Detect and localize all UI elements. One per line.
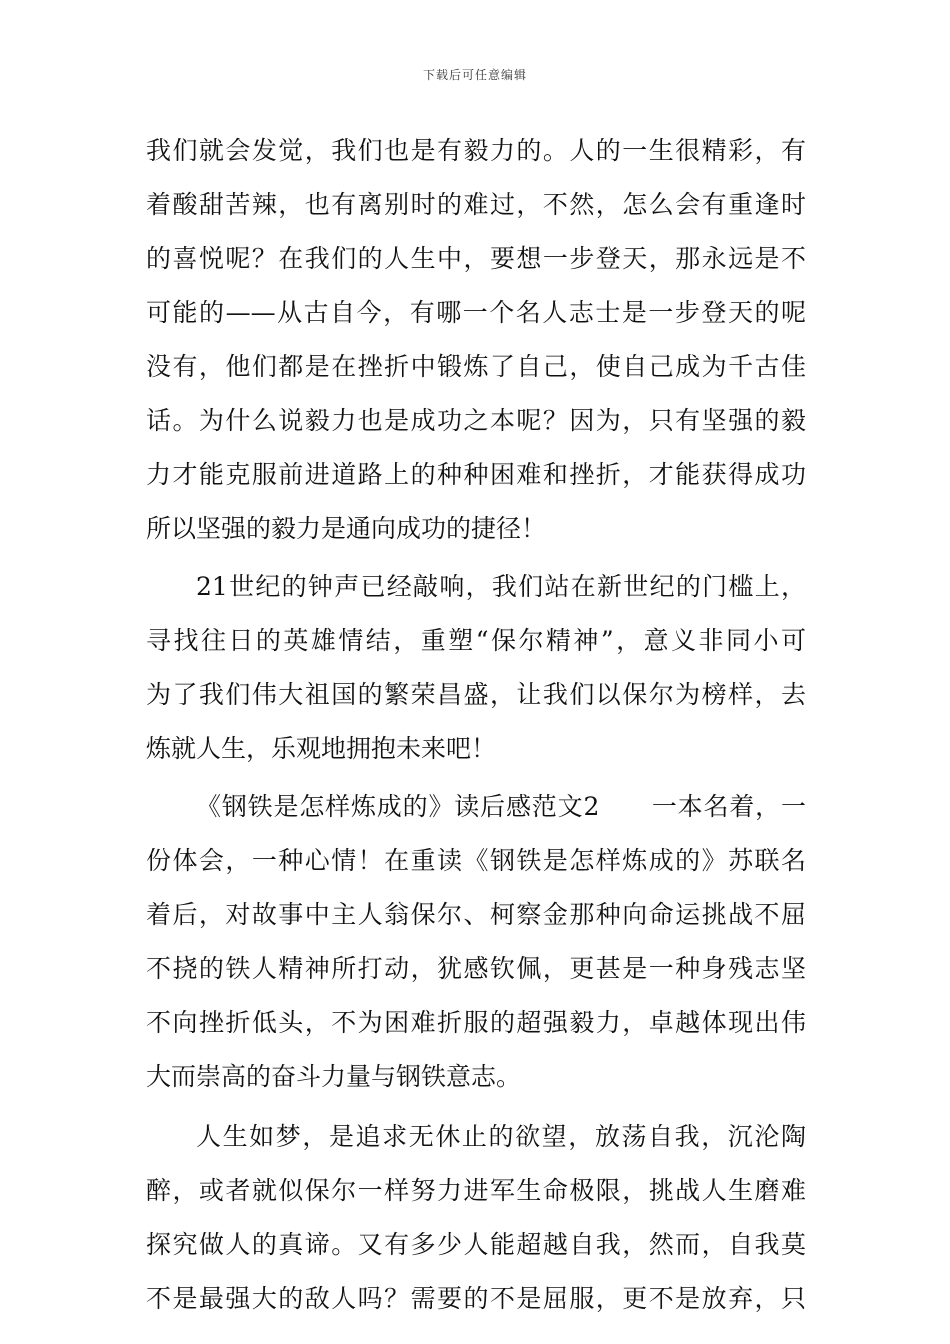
text-line: 人生如梦，是追求无休止的欲望，放荡自我，沉沦陶 bbox=[196, 1122, 806, 1151]
text-line: 不挠的铁人精神所打动，犹感钦佩，更甚是一种身残志坚 bbox=[146, 954, 806, 983]
text-line: 我们就会发觉，我们也是有毅力的。人的一生很精彩，有 bbox=[146, 136, 806, 165]
text-line: 力才能克服前进道路上的种种困难和挫折，才能获得成功 bbox=[146, 460, 806, 489]
text-line: 话。为什么说毅力也是成功之本呢？因为，只有坚强的毅 bbox=[146, 406, 806, 435]
text-line: 为了我们伟大祖国的繁荣昌盛，让我们以保尔为榜样，去 bbox=[146, 680, 806, 709]
text-line: 可能的——从古自今，有哪一个名人志士是一步登天的呢 bbox=[146, 298, 806, 327]
text-line: 醉，或者就似保尔一样努力进军生命极限，挑战人生磨难 bbox=[146, 1176, 806, 1205]
document-body bbox=[146, 124, 806, 1326]
text-line: 着酸甜苦辣，也有离别时的难过，不然，怎么会有重逢时 bbox=[146, 190, 806, 219]
text-line: 的喜悦呢？在我们的人生中，要想一步登天，那永远是不 bbox=[146, 244, 806, 273]
text-line: 所以坚强的毅力是通向成功的捷径！ bbox=[146, 514, 547, 543]
text-line: 21世纪的钟声已经敲响，我们站在新世纪的门槛上， bbox=[196, 572, 806, 601]
text-line: 《钢铁是怎样炼成的》读后感范文2 一本名着，一 bbox=[196, 792, 806, 821]
text-line: 不是最强大的敌人吗？需要的不是屈服，更不是放弃，只 bbox=[146, 1284, 806, 1313]
text-line: 寻找往日的英雄情结，重塑“保尔精神”，意义非同小可 bbox=[146, 626, 806, 655]
text-line: 份体会，一种心情！在重读《钢铁是怎样炼成的》苏联名 bbox=[146, 846, 806, 875]
text-line: 大而崇高的奋斗力量与钢铁意志。 bbox=[146, 1062, 522, 1091]
text-line: 没有，他们都是在挫折中锻炼了自己，使自己成为千古佳 bbox=[146, 352, 806, 381]
text-line: 炼就人生，乐观地拥抱未来吧！ bbox=[146, 734, 497, 763]
page-header: 下载后可任意编辑 bbox=[422, 68, 527, 82]
text-line: 着后，对故事中主人翁保尔、柯察金那种向命运挑战不屈 bbox=[146, 900, 806, 929]
text-line: 不向挫折低头，不为困难折服的超强毅力，卓越体现出伟 bbox=[146, 1008, 806, 1037]
text-line: 探究做人的真谛。又有多少人能超越自我，然而，自我莫 bbox=[146, 1230, 806, 1259]
